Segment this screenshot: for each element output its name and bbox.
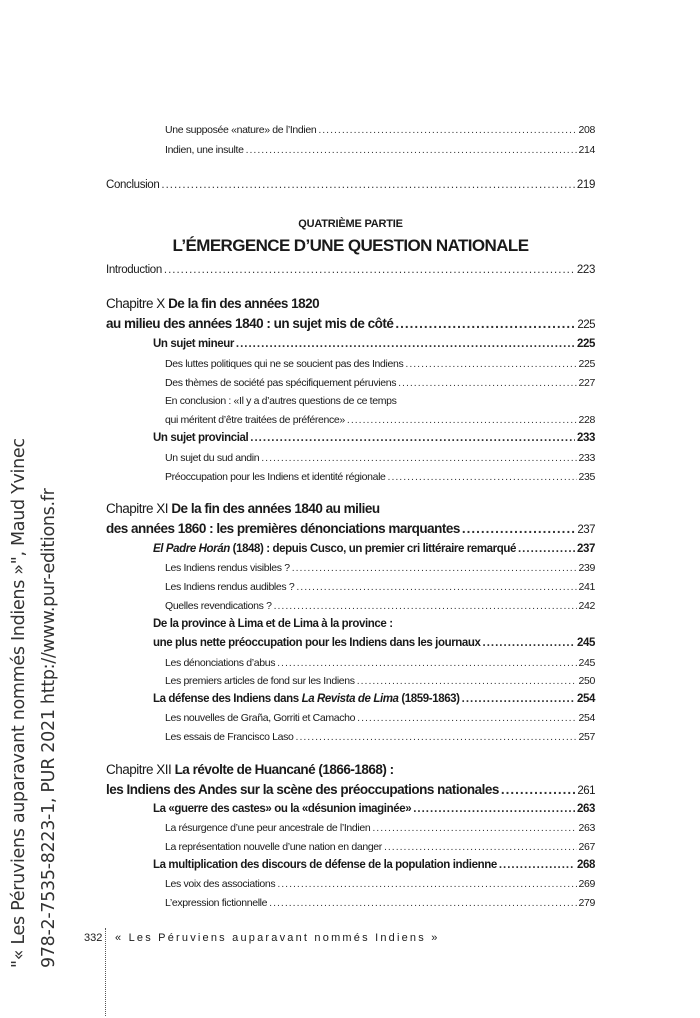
toc-title: Les Indiens rendus visibles ?: [165, 562, 290, 574]
toc-page: 233: [578, 452, 595, 464]
toc-entry-nation-danger: [165, 841, 595, 853]
toc-entry-conclusion: [106, 179, 595, 191]
toc-page: 263: [578, 822, 595, 834]
leader-dots: [347, 414, 577, 426]
toc-page: 208: [578, 124, 595, 136]
toc-title: Conclusion: [106, 179, 160, 191]
toc-page: 235: [578, 471, 595, 483]
toc-title: Les essais de Francisco Laso: [165, 731, 294, 743]
toc-page: 245: [578, 657, 595, 669]
toc-title: L’expression fictionnelle: [165, 897, 268, 909]
toc-entry-padre-horan: [153, 543, 595, 555]
leader-dots: [357, 675, 577, 687]
toc-page: 254: [577, 693, 595, 705]
toc-entry-resurgence: [165, 822, 595, 834]
toc-title-italic: La Revista de Lima: [301, 693, 399, 705]
toc-page: 227: [578, 377, 595, 389]
toc-title: Un sujet du sud andin: [165, 452, 260, 464]
leader-dots: [398, 377, 576, 389]
watermark-line1: "« Les Péruviens auparavant nommés Indiens »", Maud Yvinec: [9, 438, 29, 968]
footer-dotted-rule: [105, 928, 106, 1016]
toc-entry-nature: [165, 124, 595, 136]
toc-entry-guerre-castes: [153, 803, 595, 815]
toc-entry-revista-lima: [153, 693, 595, 705]
leader-dots: [292, 562, 577, 574]
toc-page: 250: [578, 675, 595, 687]
toc-entry-sujet-mineur: [153, 338, 595, 350]
toc-title: Une supposée «nature» de l’Indien: [165, 124, 317, 136]
chapter-title-line1: La révolte de Huancané (1866-1868) :: [174, 762, 394, 777]
toc-entry-sud-andin: [165, 452, 595, 464]
leader-dots: [318, 124, 576, 136]
running-title: « Les Péruviens auparavant nommés Indiens »: [115, 932, 440, 944]
toc-entry-nouvelles: [165, 712, 595, 724]
toc-title-line1: De la province à Lima et de Lima à la province :: [153, 618, 393, 630]
toc-entry-identite-regionale: [165, 471, 595, 483]
toc-title: Préoccupation pour les Indiens et identité régionale: [165, 471, 386, 483]
leader-dots: [357, 712, 576, 724]
toc-entry-articles-fond: [165, 675, 595, 687]
toc-entry-visibles: [165, 562, 595, 574]
toc-title: Les Indiens rendus audibles ?: [165, 581, 295, 593]
toc-page: 268: [577, 859, 595, 871]
leader-dots: [277, 657, 576, 669]
toc-title: Les premiers articles de fond sur les Indiens: [165, 675, 355, 687]
leader-dots: [161, 179, 574, 191]
toc-entry-revendications: [165, 600, 595, 612]
chapter-heading-xi: [106, 501, 380, 516]
toc-title: La multiplication des discours de défense de la population indienne: [153, 859, 497, 871]
toc-entry-chapter-xii: [106, 782, 595, 797]
leader-dots: [384, 841, 577, 853]
toc-page: 261: [577, 785, 595, 797]
toc-entry-introduction: [106, 264, 595, 276]
toc-entry-themes-societe: [165, 377, 595, 389]
toc-title: Un sujet provincial: [153, 432, 249, 444]
toc-title-b: (1859-1863): [398, 693, 460, 705]
toc-page: 245: [577, 637, 595, 649]
toc-page: 225: [577, 338, 595, 350]
part-title: L’ÉMERGENCE D’UNE QUESTION NATIONALE: [172, 236, 529, 255]
leader-dots: [405, 358, 576, 370]
leader-dots: [395, 316, 575, 331]
leader-dots: [246, 144, 577, 156]
toc-title: Indien, une insulte: [165, 144, 244, 156]
toc-page: 242: [578, 600, 595, 612]
watermark-line2: 978-2-7535-8223-1, PUR 2021 http://www.pur-editions.fr: [39, 488, 59, 968]
leader-dots: [413, 803, 575, 815]
toc-title: Un sujet mineur: [153, 338, 234, 350]
toc-title-a: La défense des Indiens dans: [153, 693, 302, 705]
leader-dots: [164, 264, 575, 276]
chapter-title-line1: De la fin des années 1840 au milieu: [171, 501, 380, 516]
toc-title: Des luttes politiques qui ne se soucient pas des Indiens: [165, 358, 404, 370]
leader-dots: [462, 521, 575, 536]
toc-entry-audibles: [165, 581, 595, 593]
toc-title: Des thèmes de société pas spécifiquement péruviens: [165, 377, 397, 389]
leader-dots: [483, 637, 575, 649]
leader-dots: [388, 471, 577, 483]
toc-title-line2: qui méritent d’être traitées de préférence»: [165, 414, 345, 426]
toc-entry-en-conclusion: [165, 414, 595, 426]
leader-dots: [250, 432, 575, 444]
toc-page: 237: [577, 524, 595, 536]
toc-title: [153, 543, 516, 555]
leader-dots: [501, 782, 575, 797]
leader-dots: [269, 897, 576, 909]
toc-entry-associations: [165, 878, 595, 890]
toc-page: 254: [578, 712, 595, 724]
toc-page: 225: [578, 358, 595, 370]
toc-title: La «guerre des castes» ou la «désunion imaginée»: [153, 803, 412, 815]
toc-title: Les dénonciations d’abus: [165, 657, 276, 669]
leader-dots: [274, 600, 577, 612]
leader-dots: [372, 822, 576, 834]
toc-entry-fictionnelle: [165, 897, 595, 909]
chapter-title-line2: des années 1860 : les premières dénonciations marquantes: [106, 521, 460, 536]
leader-dots: [462, 693, 575, 705]
leader-dots: [296, 731, 577, 743]
toc-entry-province-lima: [153, 637, 595, 649]
toc-title: Introduction: [106, 264, 162, 276]
toc-page: 269: [578, 878, 595, 890]
page-number: 332: [84, 932, 103, 944]
chapter-title-line1: De la fin des années 1820: [168, 296, 320, 311]
toc-page: 257: [578, 731, 595, 743]
toc-entry-sujet-provincial: [153, 432, 595, 444]
toc-page: 267: [578, 841, 595, 853]
toc-title: La représentation nouvelle d’une nation en danger: [165, 841, 382, 853]
toc-page: 239: [578, 562, 595, 574]
toc-entry-chapter-x: [106, 316, 595, 331]
toc-title-rest: (1848) : depuis Cusco, un premier cri littéraire remarqué: [229, 543, 516, 555]
toc-entry-luttes-politiques: [165, 358, 595, 370]
leader-dots: [296, 581, 576, 593]
toc-entry-denonciations-abus: [165, 657, 595, 669]
toc-entry-chapter-xi: [106, 521, 595, 536]
chapter-title-line2: au milieu des années 1840 : un sujet mis de côté: [106, 316, 394, 331]
toc-title-line1: En conclusion : «Il y a d’autres questions de ce temps: [165, 395, 397, 407]
leader-dots: [499, 859, 575, 871]
toc-title: Les nouvelles de Graña, Gorriti et Camacho: [165, 712, 356, 724]
toc-page: 237: [577, 543, 595, 555]
toc-page: 233: [577, 432, 595, 444]
toc-entry-insulte: [165, 144, 595, 156]
toc-page: 223: [576, 264, 595, 276]
toc-title: Les voix des associations: [165, 878, 276, 890]
chapter-title-line2: les Indiens des Andes sur la scène des préoccupations nationales: [106, 782, 499, 797]
toc-page: 279: [578, 897, 595, 909]
chapter-label: Chapitre X: [106, 296, 165, 311]
chapter-heading-xii: [106, 762, 394, 777]
side-watermark: [4, 438, 70, 968]
toc-page: 214: [578, 144, 595, 156]
toc-page: 228: [578, 414, 595, 426]
part-kicker: QUATRIÈME PARTIE: [298, 218, 403, 230]
toc-title-line2: une plus nette préoccupation pour les Indiens dans les journaux: [153, 637, 481, 649]
toc-title-italic: El Padre Horán: [153, 543, 230, 555]
toc-entry-multiplication: [153, 859, 595, 871]
leader-dots: [261, 452, 576, 464]
toc-page: 225: [577, 319, 595, 331]
leader-dots: [236, 338, 575, 350]
toc-title: [153, 693, 460, 705]
toc-page: 219: [576, 179, 595, 191]
toc-title: La résurgence d’une peur ancestrale de l’Indien: [165, 822, 371, 834]
chapter-label: Chapitre XI: [106, 501, 169, 516]
toc-page: 241: [578, 581, 595, 593]
chapter-label: Chapitre XII: [106, 762, 172, 777]
toc-title: Quelles revendications ?: [165, 600, 272, 612]
chapter-heading-x: [106, 296, 319, 311]
leader-dots: [518, 543, 575, 555]
toc-entry-essais-laso: [165, 731, 595, 743]
leader-dots: [277, 878, 576, 890]
toc-page: 263: [577, 803, 595, 815]
